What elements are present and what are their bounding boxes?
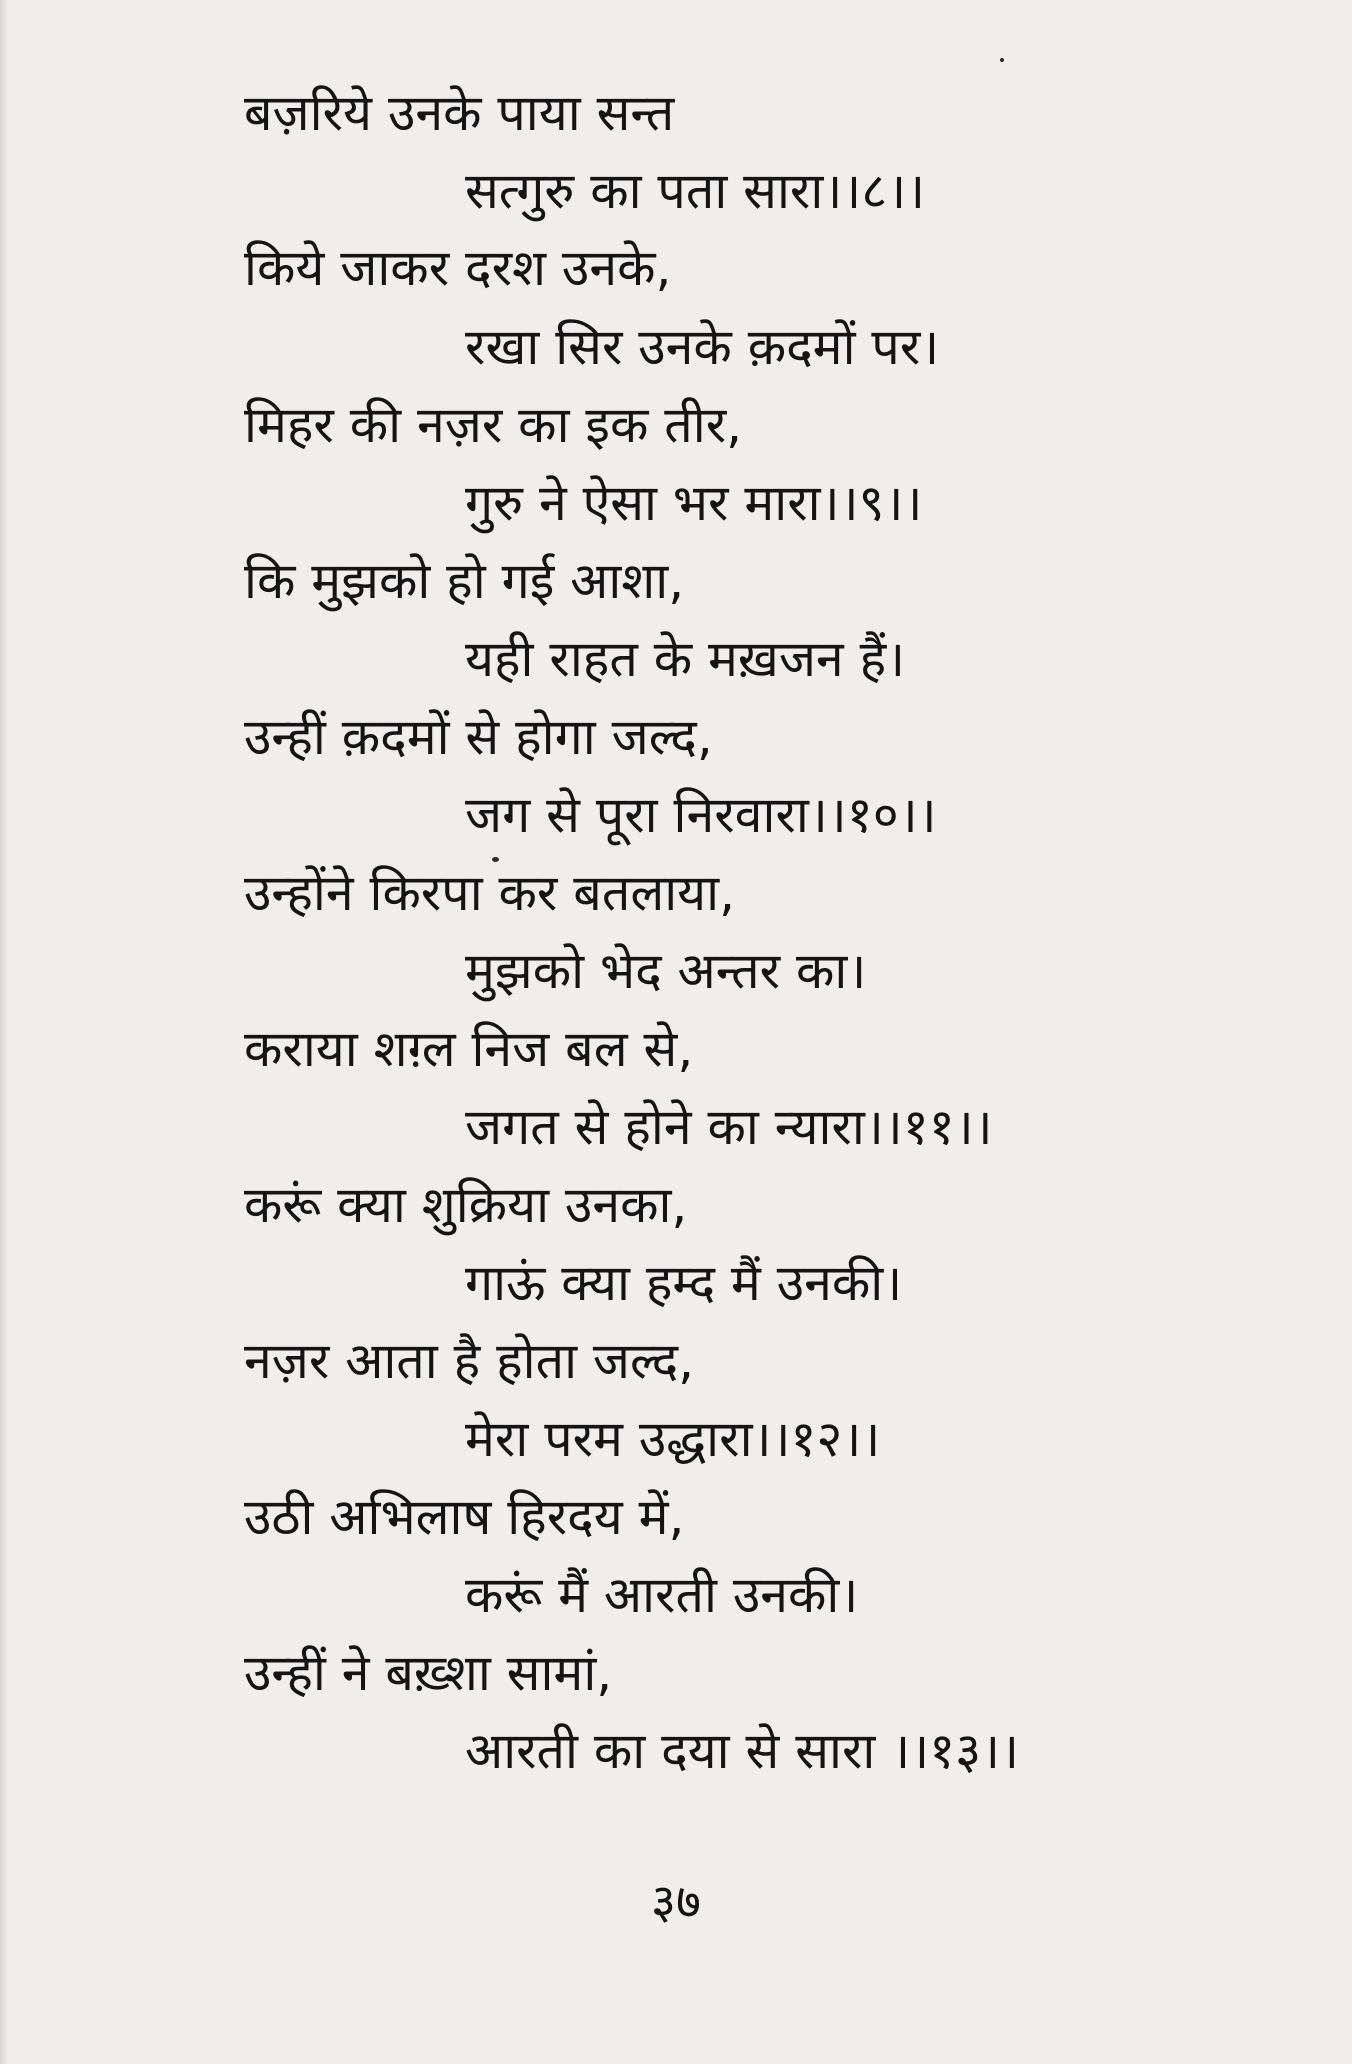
verse-line-21: उन्हीं ने बख़्शा सामां,: [244, 1644, 613, 1702]
verse-line-20: करूं मैं आरती उनकी।: [465, 1566, 859, 1624]
verse-line-5: मिहर की नज़र का इक तीर,: [244, 396, 743, 454]
ink-speck: [1000, 58, 1004, 62]
verse-line-22: आरती का दया से सारा ।।१३।।: [465, 1722, 1020, 1780]
page-edge-shadow: [0, 0, 8, 2064]
verse-line-15: करूं क्या शुक्रिया उनका,: [244, 1176, 688, 1234]
verse-line-2: सत्गुरु का पता सारा।।८।।: [465, 162, 926, 220]
verse-line-1: बज़रिये उनके पाया सन्त: [244, 84, 675, 142]
verse-line-13: कराया शग़्ल निज बल से,: [244, 1020, 694, 1078]
verse-line-11: उन्होंने किरपा कर बतलाया,: [244, 864, 736, 922]
verse-line-16: गाऊं क्या हम्द मैं उनकी।: [465, 1254, 903, 1312]
verse-line-7: कि मुझको हो गई आशा,: [244, 552, 685, 610]
verse-line-10: जग से पूरा निरवारा।।१०।।: [465, 786, 937, 844]
verse-line-12: मुझको भेद अन्तर का।: [465, 942, 867, 1000]
verse-line-18: मेरा परम उद्धारा।।१२।।: [465, 1410, 881, 1468]
verse-line-4: रखा सिर उनके क़दमों पर।: [465, 318, 940, 376]
ink-speck: [492, 857, 499, 862]
verse-line-17: नज़र आता है होता जल्द,: [244, 1332, 695, 1390]
verse-line-3: किये जाकर दरश उनके,: [244, 239, 672, 297]
verse-line-14: जगत से होने का न्यारा।।११।।: [465, 1098, 993, 1156]
verse-line-19: उठी अभिलाष हिरदय में,: [244, 1488, 685, 1546]
verse-line-9: उन्हीं क़दमों से होगा जल्द,: [244, 708, 713, 766]
verse-line-8: यही राहत के मख़जन हैं।: [465, 630, 906, 688]
page-number: ३७: [651, 1874, 701, 1930]
verse-line-6: गुरु ने ऐसा भर मारा।।९।।: [465, 474, 923, 532]
